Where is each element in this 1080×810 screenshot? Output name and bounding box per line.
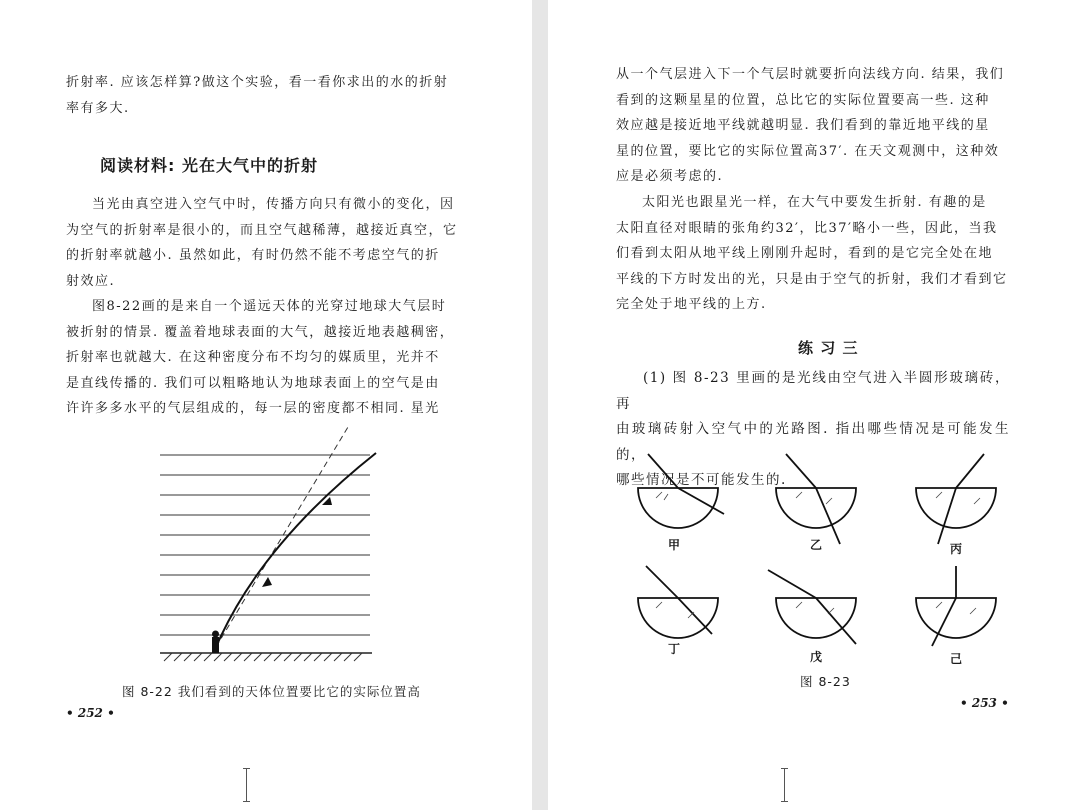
diagram-label: 甲 <box>668 538 681 552</box>
text-line: 折射率. 应该怎样算?做这个实验，看一看你求出的水的折射 <box>66 75 449 90</box>
exercise-title: 练 习 三 <box>798 339 859 357</box>
text-line: 哪些情况是不可能发生的. <box>616 472 787 489</box>
text-line: 们看到太阳从地平线上刚刚升起时，看到的是它完全处在地 <box>616 246 994 262</box>
semicircle-glass-figure <box>628 448 1008 668</box>
right-para-1 <box>616 62 1010 190</box>
text-line: 太阳光也跟星光一样，在大气中要发生折射. 有趣的是 <box>642 195 987 210</box>
page-gutter <box>532 0 548 810</box>
left-page <box>0 0 532 810</box>
figure-caption: 图 8-23 <box>800 674 851 689</box>
diagram-label: 丁 <box>668 642 681 656</box>
text-line: 折射率也就越大. 在这种密度分布不均匀的媒质里，光并不 <box>66 350 440 366</box>
text-line: 射效应. <box>66 273 116 289</box>
text-line: 的折射率就越小. 虽然如此，有时仍然不能不考虑空气的折 <box>66 248 440 264</box>
text-line: 应是必须考虑的. <box>616 169 724 185</box>
text-line: (1) 图 8-23 里画的是光线由空气进入半圆形玻璃砖，再 <box>616 370 1010 412</box>
left-para-2 <box>66 294 466 422</box>
left-para-1 <box>66 192 466 294</box>
text-line: 从一个气层进入下一个气层时就要折向法线方向. 结果，我们 <box>616 67 1005 82</box>
text-line: 星的位置，要比它的实际位置高37′. 在天文观测中，这种效 <box>616 143 1000 159</box>
text-line: 由玻璃砖射入空气中的光路图. 指出哪些情况是可能发生的， <box>616 421 1010 463</box>
text-line: 被折射的情景. 覆盖着地球表面的大气，越接近地表越稠密， <box>66 324 455 340</box>
text-line: 太阳直径对眼睛的张角约32′，比37′略小一些，因此，当我 <box>616 220 998 236</box>
section-heading: 阅读材料: 光在大气中的折射 <box>100 156 318 175</box>
text-line: 图8-22画的是来自一个遥远天体的光穿过地球大气层时 <box>92 299 447 314</box>
text-line: 看到的这颗星星的位置，总比它的实际位置要高一些. 这种 <box>616 92 990 108</box>
page-number: • 253 • <box>960 696 1009 710</box>
diagram-label: 己 <box>950 652 963 666</box>
text-line: 当光由真空进入空气中时，传播方向只有微小的变化，因 <box>92 197 455 212</box>
diagram-label: 戊 <box>810 650 823 664</box>
text-line: 平线的下方时发出的光，只是由于空气的折射，我们才看到它 <box>616 271 1008 287</box>
right-para-2 <box>616 190 1010 318</box>
text-cursor-icon <box>784 768 785 802</box>
diagram-label: 丙 <box>950 542 963 556</box>
text-line: 完全处于地平线的上方. <box>616 297 767 313</box>
left-intro <box>66 70 466 121</box>
text-line: 是直线传播的. 我们可以粗略地认为地球表面上的空气是由 <box>66 375 440 391</box>
page-number: • 252 • <box>66 706 115 720</box>
figure-caption: 图 8-22 我们看到的天体位置要比它的实际位置高 <box>122 684 421 699</box>
text-cursor-icon <box>246 768 247 802</box>
diagram-label: 乙 <box>810 538 823 552</box>
text-line: 效应越是接近地平线就越明显. 我们看到的靠近地平线的星 <box>616 118 990 134</box>
text-line: 率有多大. <box>66 100 130 116</box>
text-line: 许许多多水平的气层组成的，每一层的密度都不相同. 星光 <box>66 401 440 417</box>
text-line: 为空气的折射率是很小的，而且空气越稀薄，越接近真空，它 <box>66 222 458 238</box>
right-page <box>548 0 1080 810</box>
atmosphere-refraction-figure <box>150 425 390 670</box>
